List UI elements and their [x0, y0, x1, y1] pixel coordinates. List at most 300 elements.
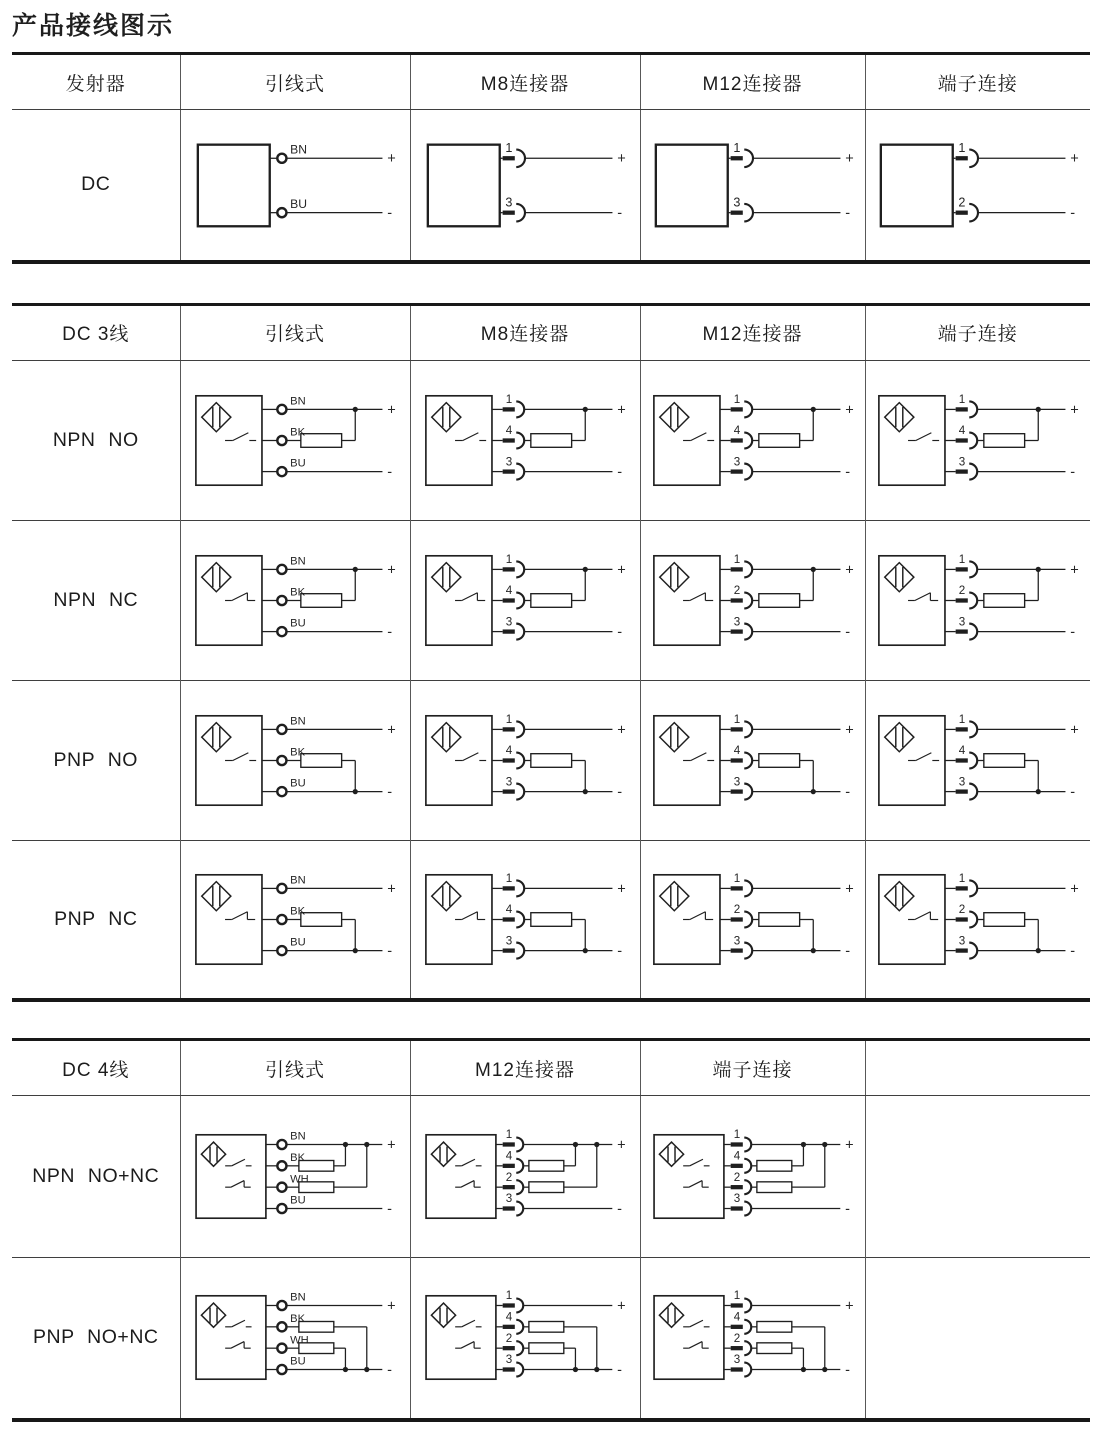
wiring-diagram-cell [180, 1096, 410, 1258]
wire-terminal-icon [277, 1365, 286, 1374]
polarity-minus-label: - [844, 783, 850, 800]
switch-nc-icon [225, 592, 255, 600]
wire-terminal-icon [277, 1301, 286, 1310]
table-row [12, 360, 1090, 520]
junction-dot [573, 1142, 578, 1147]
switch-no-icon [683, 1320, 709, 1327]
sensor-body [654, 1135, 724, 1218]
pin-number-label: 1 [958, 712, 965, 726]
polarity-plus-label: + [617, 881, 626, 898]
pin-number-label: 1 [505, 552, 513, 566]
junction-dot [822, 1142, 827, 1147]
wiring-diagram-cell [410, 840, 640, 1000]
polarity-plus-label: + [387, 561, 396, 578]
wire-label: BN [290, 874, 306, 887]
wire-label: BU [290, 457, 306, 470]
sensor-body [198, 145, 270, 227]
wire-terminal-icon [277, 435, 286, 444]
wire-label: BN [290, 1291, 306, 1304]
switch-no-icon [683, 1159, 709, 1166]
table-row [12, 1096, 1090, 1258]
pin-number-label: 2 [733, 583, 740, 597]
row-label: NPN NO [52, 428, 139, 451]
proximity-sensor-symbol-icon [202, 881, 231, 910]
wire-label: BN [290, 555, 306, 568]
polarity-plus-label: + [1070, 151, 1079, 168]
switch-nc-icon [683, 1181, 709, 1188]
pin-number-label: 3 [505, 1353, 513, 1367]
pin-number-label: 1 [505, 1128, 513, 1142]
pin-number-label: 3 [958, 934, 965, 948]
pin-number-label: 1 [958, 141, 966, 156]
load-resistor [531, 753, 572, 767]
column-header: 端子连接 [865, 54, 1090, 110]
wire-label: BU [290, 197, 307, 212]
wiring-diagram [422, 705, 628, 816]
pin-number-label: 1 [733, 552, 740, 566]
wire-terminal-icon [277, 1161, 286, 1170]
polarity-minus-label: - [387, 205, 393, 222]
pin-number-label: 4 [505, 1149, 513, 1163]
wiring-diagram-cell [410, 110, 640, 262]
load-resistor [758, 593, 799, 607]
pin-number-label: 2 [505, 1332, 513, 1346]
pin-number-label: 3 [505, 614, 513, 628]
load-resistor [756, 1182, 791, 1193]
pin-number-label: 4 [958, 423, 965, 437]
proximity-sensor-symbol-icon [432, 722, 461, 751]
wiring-diagram-cell [180, 840, 410, 1000]
load-resistor [301, 753, 342, 767]
proximity-sensor-symbol-icon [884, 722, 913, 751]
wiring-diagram [422, 1289, 628, 1386]
wiring-diagram [875, 545, 1081, 656]
load-resistor [758, 912, 799, 926]
switch-nc-icon [908, 592, 938, 600]
wire-label: BU [290, 777, 306, 790]
polarity-plus-label: + [1070, 401, 1079, 418]
wire-terminal-icon [277, 1323, 286, 1332]
switch-nc-icon [225, 911, 255, 919]
wire-label: BN [290, 142, 307, 157]
proximity-sensor-symbol-icon [201, 1303, 225, 1327]
wiring-diagram [422, 545, 628, 656]
polarity-minus-label: - [387, 623, 393, 640]
wire-terminal-icon [277, 627, 286, 636]
load-resistor [529, 1343, 564, 1354]
polarity-plus-label: + [1070, 721, 1079, 738]
switch-nc-icon [225, 1181, 251, 1188]
wiring-diagram-cell [640, 110, 865, 262]
pin-number-label: 4 [505, 743, 513, 757]
proximity-sensor-symbol-icon [432, 881, 461, 910]
pin-number-label: 4 [958, 743, 965, 757]
load-resistor [531, 593, 572, 607]
wiring-diagram-cell [640, 840, 865, 1000]
polarity-plus-label: + [617, 1298, 626, 1315]
pin-number-label: 2 [733, 1170, 740, 1184]
column-header: M12连接器 [640, 304, 865, 360]
pin-number-label: 3 [733, 934, 740, 948]
pin-number-label: 3 [505, 454, 513, 468]
column-header: M8连接器 [410, 304, 640, 360]
polarity-minus-label: - [387, 943, 393, 960]
sensor-body [426, 1135, 496, 1218]
pin-number-label: 1 [505, 392, 513, 406]
wire-label: WH [290, 1173, 309, 1186]
wire-terminal-icon [277, 1140, 286, 1149]
switch-no-icon [908, 752, 939, 760]
polarity-plus-label: + [387, 151, 396, 168]
junction-dot [810, 566, 815, 571]
pin-number-label: 3 [505, 195, 513, 210]
polarity-plus-label: + [844, 151, 854, 168]
pin-number-label: 2 [505, 1170, 513, 1184]
proximity-sensor-symbol-icon [884, 562, 913, 591]
wiring-diagram [650, 385, 856, 496]
polarity-plus-label: + [1070, 881, 1079, 898]
column-header: DC 3线 [12, 304, 180, 360]
wire-terminal-icon [277, 467, 286, 476]
wiring-table-dc-3-wire [12, 303, 1090, 1003]
pin-number-label: 4 [733, 1149, 740, 1163]
proximity-sensor-symbol-icon [201, 1142, 225, 1166]
switch-no-icon [683, 752, 714, 760]
wiring-diagram-cell [410, 1096, 640, 1258]
polarity-minus-label: - [1070, 623, 1075, 640]
polarity-plus-label: + [844, 1298, 854, 1315]
switch-nc-icon [455, 1181, 481, 1188]
pin-number-label: 2 [958, 583, 965, 597]
polarity-plus-label: + [387, 881, 396, 898]
switch-nc-icon [225, 1342, 251, 1349]
junction-dot [1035, 406, 1040, 411]
pin-number-label: 3 [505, 934, 513, 948]
wire-label: BN [290, 715, 306, 728]
wiring-diagram-cell [865, 520, 1090, 680]
pin-number-label: 2 [958, 195, 966, 210]
table-row [12, 840, 1090, 1000]
wire-label: BN [290, 1130, 306, 1143]
wiring-diagram [650, 127, 856, 242]
wiring-diagram [422, 127, 628, 242]
wiring-diagram-cell [180, 1258, 410, 1420]
wire-label: WH [290, 1334, 309, 1347]
wire-terminal-icon [277, 915, 286, 924]
polarity-minus-label: - [844, 205, 850, 222]
wiring-diagram-cell [865, 840, 1090, 1000]
wire-label: BK [290, 746, 306, 759]
wiring-diagram [650, 705, 856, 816]
wire-label: BK [290, 426, 306, 439]
column-header: 端子连接 [640, 1040, 865, 1096]
pin-number-label: 4 [505, 423, 513, 437]
wiring-table-dc-transmitter [12, 52, 1090, 264]
junction-dot [364, 1142, 369, 1147]
wiring-diagram-cell [640, 1258, 865, 1420]
polarity-plus-label: + [617, 151, 626, 168]
polarity-minus-label: - [617, 1362, 623, 1379]
switch-no-icon [455, 432, 486, 440]
wiring-diagram [875, 127, 1081, 242]
pin-number-label: 1 [505, 712, 513, 726]
pin-number-label: 1 [733, 392, 740, 406]
wiring-diagram-cell [180, 680, 410, 840]
wiring-diagram-cell [865, 360, 1090, 520]
empty-cell [865, 1096, 1090, 1258]
pin-number-label: 1 [505, 1289, 513, 1303]
switch-no-icon [683, 432, 714, 440]
wiring-diagram-cell [865, 110, 1090, 262]
pin-number-label: 4 [733, 743, 740, 757]
pin-number-label: 1 [958, 392, 965, 406]
wiring-diagram [192, 545, 398, 656]
wire-terminal-icon [277, 755, 286, 764]
pin-number-label: 1 [733, 1128, 740, 1142]
empty-cell [865, 1258, 1090, 1420]
polarity-plus-label: + [617, 1137, 626, 1154]
proximity-sensor-symbol-icon [432, 402, 461, 431]
wire-terminal-icon [277, 1204, 286, 1213]
row-label: NPN NO+NC [32, 1165, 160, 1187]
polarity-minus-label: - [1070, 205, 1075, 222]
load-resistor [756, 1343, 791, 1354]
polarity-minus-label: - [844, 1362, 850, 1379]
switch-no-icon [455, 1320, 481, 1327]
polarity-minus-label: - [617, 1201, 623, 1218]
column-header [865, 1040, 1090, 1096]
wiring-diagram [422, 1128, 628, 1225]
polarity-plus-label: + [844, 1137, 854, 1154]
proximity-sensor-symbol-icon [202, 722, 231, 751]
wiring-diagram [192, 1128, 398, 1225]
load-resistor [756, 1322, 791, 1333]
pin-number-label: 4 [733, 1310, 740, 1324]
wiring-tables-container [12, 52, 1090, 1422]
pin-number-label: 2 [958, 902, 965, 916]
load-resistor [529, 1182, 564, 1193]
polarity-plus-label: + [844, 401, 854, 418]
pin-number-label: 1 [505, 871, 513, 885]
wire-terminal-icon [277, 154, 286, 163]
pin-number-label: 1 [733, 1289, 740, 1303]
wiring-diagram [875, 705, 1081, 816]
polarity-plus-label: + [844, 881, 854, 898]
polarity-minus-label: - [617, 623, 623, 640]
polarity-minus-label: - [387, 463, 393, 480]
wire-terminal-icon [277, 1344, 286, 1353]
junction-dot [810, 406, 815, 411]
wire-label: BU [290, 1355, 306, 1368]
load-resistor [531, 912, 572, 926]
sensor-body [655, 145, 727, 227]
column-header: M8连接器 [410, 54, 640, 110]
switch-nc-icon [683, 1342, 709, 1349]
junction-dot [800, 1142, 805, 1147]
pin-number-label: 1 [958, 871, 965, 885]
proximity-sensor-symbol-icon [884, 881, 913, 910]
pin-number-label: 3 [733, 1353, 740, 1367]
column-header: M12连接器 [410, 1040, 640, 1096]
wiring-table-dc-4-wire [12, 1038, 1090, 1422]
wire-label: BK [290, 905, 306, 918]
wire-terminal-icon [277, 564, 286, 573]
proximity-sensor-symbol-icon [202, 402, 231, 431]
wire-terminal-icon [277, 404, 286, 413]
load-resistor [529, 1160, 564, 1171]
column-header: 引线式 [180, 54, 410, 110]
pin-number-label: 1 [733, 712, 740, 726]
column-header: M12连接器 [640, 54, 865, 110]
pin-number-label: 3 [733, 454, 740, 468]
switch-no-icon [455, 752, 486, 760]
wiring-diagram-cell [410, 520, 640, 680]
pin-number-label: 1 [733, 871, 740, 885]
column-header: 端子连接 [865, 304, 1090, 360]
wire-label: BK [290, 1151, 306, 1164]
wire-terminal-icon [277, 724, 286, 733]
sensor-body [428, 145, 500, 227]
polarity-minus-label: - [387, 1362, 393, 1379]
pin-number-label: 3 [505, 774, 513, 788]
wiring-diagram [422, 864, 628, 975]
polarity-minus-label: - [617, 943, 623, 960]
junction-dot [343, 1142, 348, 1147]
pin-number-label: 3 [958, 454, 965, 468]
wiring-diagram [650, 545, 856, 656]
polarity-minus-label: - [387, 783, 393, 800]
load-resistor [984, 593, 1025, 607]
wiring-diagram-cell [640, 520, 865, 680]
row-label: PNP NO [12, 680, 180, 840]
wiring-diagram [192, 1289, 398, 1386]
proximity-sensor-symbol-icon [431, 1142, 455, 1166]
wiring-diagram-cell [640, 360, 865, 520]
wiring-diagram [192, 705, 398, 816]
wire-label: BK [290, 586, 306, 599]
wiring-diagram-cell [410, 1258, 640, 1420]
polarity-minus-label: - [1070, 943, 1075, 960]
polarity-plus-label: + [617, 401, 626, 418]
proximity-sensor-symbol-icon [659, 1142, 683, 1166]
wire-terminal-icon [277, 208, 286, 217]
load-resistor [301, 433, 342, 447]
row-label: PNP NO+NC [12, 1258, 180, 1420]
pin-number-label: 2 [733, 902, 740, 916]
column-header: 发射器 [12, 54, 180, 110]
load-resistor [531, 433, 572, 447]
polarity-plus-label: + [844, 721, 854, 738]
switch-nc-icon [455, 592, 485, 600]
pin-number-label: 1 [958, 552, 965, 566]
polarity-plus-label: + [387, 1137, 396, 1154]
row-label: DC [81, 173, 111, 196]
polarity-plus-label: + [844, 561, 854, 578]
polarity-minus-label: - [1070, 783, 1075, 800]
polarity-minus-label: - [844, 463, 850, 480]
load-resistor [756, 1160, 791, 1171]
row-label: NPN NC [12, 520, 180, 680]
junction-dot [583, 406, 588, 411]
load-resistor [984, 433, 1025, 447]
wiring-diagram-cell [410, 680, 640, 840]
wire-label: BN [290, 395, 306, 408]
table-row [12, 520, 1090, 680]
pin-number-label: 4 [505, 902, 513, 916]
page-title: 产品接线图示 [12, 12, 175, 40]
wiring-diagram-cell [180, 520, 410, 680]
polarity-minus-label: - [844, 1201, 850, 1218]
pin-number-label: 3 [733, 614, 740, 628]
polarity-minus-label: - [844, 623, 850, 640]
wire-label: BU [290, 617, 306, 630]
pin-number-label: 1 [505, 141, 513, 156]
wiring-diagram [650, 1289, 856, 1386]
wire-label: BK [290, 1313, 306, 1326]
switch-no-icon [225, 432, 256, 440]
proximity-sensor-symbol-icon [659, 402, 688, 431]
wiring-diagram [875, 864, 1081, 975]
switch-no-icon [225, 752, 256, 760]
column-header: 引线式 [180, 304, 410, 360]
proximity-sensor-symbol-icon [202, 562, 231, 591]
polarity-minus-label: - [617, 783, 623, 800]
polarity-plus-label: + [617, 721, 626, 738]
wiring-diagram-cell [410, 360, 640, 520]
table-row [12, 110, 1090, 262]
switch-no-icon [455, 1159, 481, 1166]
column-header: DC 4线 [12, 1040, 180, 1096]
pin-number-label: 4 [505, 583, 513, 597]
pin-number-label: 4 [505, 1310, 513, 1324]
pin-number-label: 2 [733, 1332, 740, 1346]
proximity-sensor-symbol-icon [659, 722, 688, 751]
polarity-plus-label: + [617, 561, 626, 578]
wiring-diagram [192, 864, 398, 975]
proximity-sensor-symbol-icon [659, 881, 688, 910]
junction-dot [594, 1142, 599, 1147]
switch-nc-icon [455, 911, 485, 919]
pin-number-label: 4 [733, 423, 740, 437]
load-resistor [758, 433, 799, 447]
row-label: PNP NC [12, 840, 180, 1000]
wiring-diagram-cell [180, 360, 410, 520]
junction-dot [583, 566, 588, 571]
sensor-body [196, 1296, 266, 1379]
load-resistor [984, 753, 1025, 767]
load-resistor [529, 1322, 564, 1333]
wiring-diagram [422, 385, 628, 496]
wire-terminal-icon [277, 1183, 286, 1192]
switch-nc-icon [683, 592, 713, 600]
proximity-sensor-symbol-icon [432, 562, 461, 591]
polarity-plus-label: + [387, 401, 396, 418]
switch-nc-icon [683, 911, 713, 919]
polarity-plus-label: + [387, 721, 396, 738]
load-resistor [758, 753, 799, 767]
sensor-body [196, 1135, 266, 1218]
polarity-plus-label: + [1070, 561, 1079, 578]
junction-dot [353, 406, 358, 411]
wire-terminal-icon [277, 595, 286, 604]
wire-terminal-icon [277, 946, 286, 955]
load-resistor [984, 912, 1025, 926]
wiring-diagram [192, 127, 398, 242]
wiring-diagram-cell [640, 1096, 865, 1258]
pin-number-label: 3 [958, 774, 965, 788]
polarity-minus-label: - [617, 205, 623, 222]
pin-number-label: 3 [505, 1192, 513, 1206]
